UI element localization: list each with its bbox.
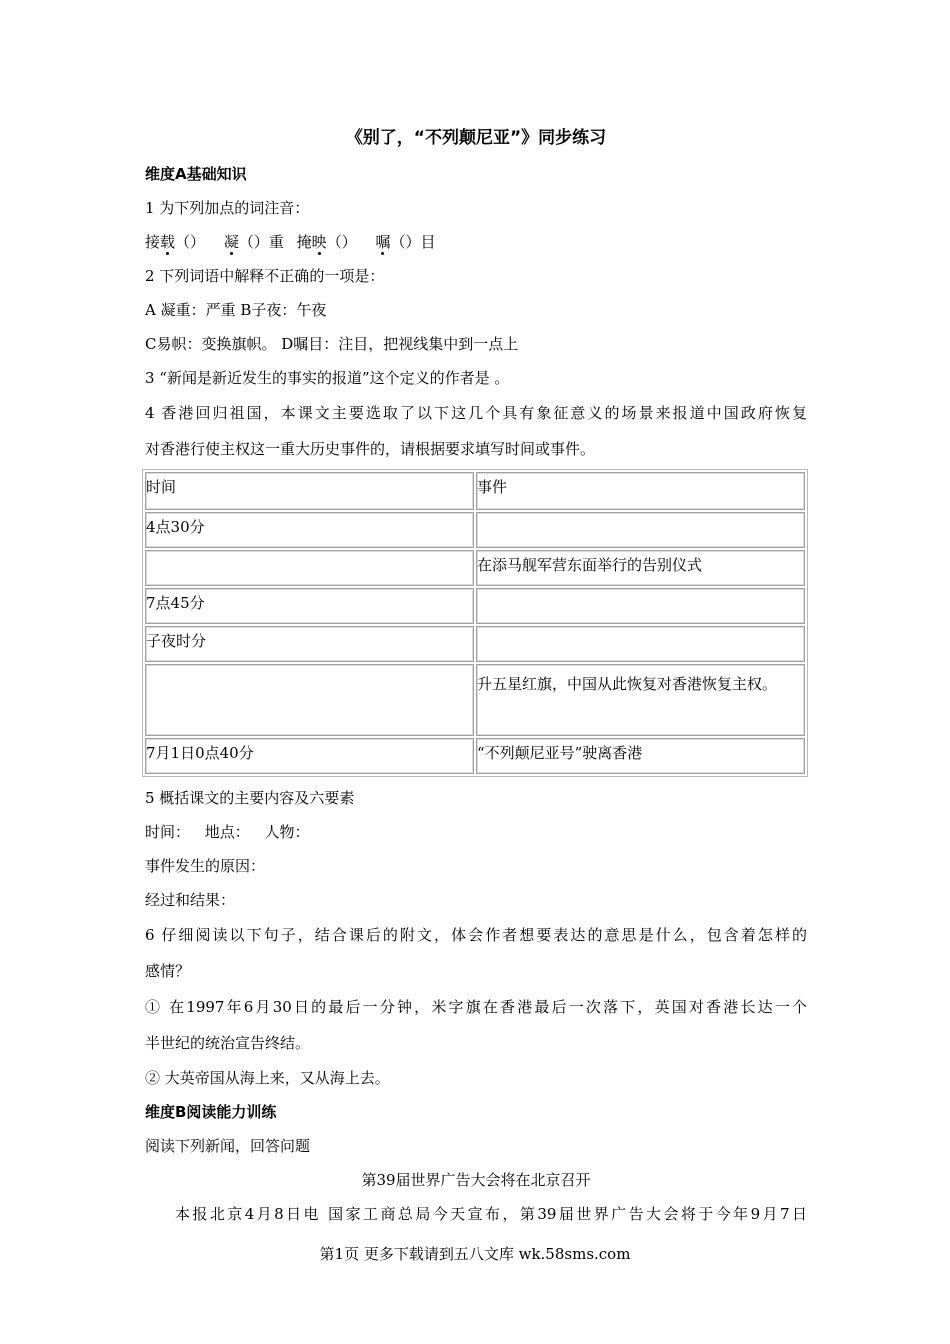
q1-item-2-blank: （） — [238, 233, 269, 251]
table-cell-time: 子夜时分 — [145, 626, 474, 662]
document-content — [145, 124, 807, 1231]
q2-option-ab: A 凝重：严重 B子夜：午夜 — [145, 301, 327, 319]
q5-elements-line: 时间： 地点： 人物： — [145, 823, 310, 841]
table-cell-event: “不列颠尼亚号”驶离香港 — [476, 738, 805, 774]
q4-line-1: 4 香港回归祖国，本课文主要选取了以下这几个具有象征意义的场景来报道中国政府恢复 — [145, 404, 807, 422]
q5-result-line: 经过和结果： — [145, 891, 236, 909]
events-table — [142, 469, 808, 777]
q6-sentence-1-line-1: ① 在1997年6月30日的最后一分钟，米字旗在香港最后一次落下，英国对香港长达一个 — [145, 998, 807, 1016]
table-row — [145, 738, 805, 774]
q6-sentence-1-line-2: 半世纪的统治宣告终结。 — [145, 1034, 311, 1052]
q1-item-1-pre: 接 — [145, 233, 161, 251]
q6-line-2: 感情？ — [145, 962, 191, 980]
table-header-row — [145, 472, 805, 510]
q3-text: 3 “新闻是新近发生的事实的报道”这个定义的作者是 。 — [145, 369, 510, 387]
table-header-event: 事件 — [476, 472, 805, 510]
q1-item-1 — [145, 233, 205, 251]
table-cell-time: 4点30分 — [145, 512, 474, 548]
reading-intro: 阅读下列新闻，回答问题 — [145, 1137, 311, 1155]
q1-item-3-pre: 掩 — [296, 233, 312, 251]
news-title: 第39届世界广告大会将在北京召开 — [361, 1171, 591, 1189]
table-cell-time — [145, 664, 474, 736]
q1-item-4-dotted: 嘱 — [375, 233, 391, 251]
q1-item-4 — [375, 233, 435, 251]
page-title: 《别了，“不列颠尼亚”》同步练习 — [345, 128, 607, 148]
table-row — [145, 550, 805, 586]
news-line-1: 本报北京4月8日电 国家工商总局今天宣布，第39届世界广告大会将于今年9月7日 — [175, 1205, 807, 1223]
section-a-heading: 维度A基础知识 — [145, 165, 247, 183]
q5-cause-line: 事件发生的原因： — [145, 857, 266, 875]
table-row — [145, 664, 805, 736]
q1-item-4-post: 目 — [420, 233, 436, 251]
q1-item-3-blank: （） — [326, 233, 357, 251]
table-cell-event: 升五星红旗，中国从此恢复对香港恢复主权。 — [476, 664, 805, 736]
q6-line-1: 6 仔细阅读以下句子，结合课后的附文，体会作者想要表达的意思是什么，包含着怎样的 — [145, 926, 807, 944]
table-cell-time — [145, 550, 474, 586]
table-header-time: 时间 — [145, 472, 474, 510]
q5-text: 5 概括课文的主要内容及六要素 — [145, 789, 355, 807]
q1-item-3 — [297, 233, 357, 251]
table-cell-event — [476, 626, 805, 662]
section-b-heading: 维度B阅读能力训练 — [145, 1103, 277, 1121]
table-cell-time: 7点45分 — [145, 588, 474, 624]
q1-item-3-dotted: 映 — [311, 233, 327, 251]
table-cell-event — [476, 512, 805, 548]
q6-sentence-2: ② 大英帝国从海上来，又从海上去。 — [145, 1069, 390, 1087]
q1-item-1-dotted: 载 — [160, 233, 176, 251]
table-row — [145, 588, 805, 624]
q1-item-4-blank: （） — [390, 233, 421, 251]
q1-items — [145, 225, 807, 259]
q2-text: 2 下列词语中解释不正确的一项是： — [145, 267, 385, 285]
page-footer: 第1页 更多下载请到五八文库 wk.58sms.com — [319, 1245, 631, 1263]
q1-item-2-dotted: 凝 — [223, 233, 239, 251]
table-row — [145, 626, 805, 662]
table-cell-event: 在添马舰军营东面举行的告别仪式 — [476, 550, 805, 586]
q4-line-2: 对香港行使主权这一重大历史事件的，请根据要求填写时间或事件。 — [145, 440, 596, 458]
q2-option-cd: C易帜：变换旗帜。 D嘱目：注目，把视线集中到一点上 — [145, 335, 519, 353]
table-cell-event — [476, 588, 805, 624]
table-cell-time: 7月1日0点40分 — [145, 738, 474, 774]
table-row — [145, 512, 805, 548]
q1-item-1-blank: （） — [175, 233, 206, 251]
q1-text: 1 为下列加点的词注音： — [145, 199, 310, 217]
q1-item-2-post: 重 — [268, 233, 284, 251]
q1-item-2 — [224, 233, 284, 251]
